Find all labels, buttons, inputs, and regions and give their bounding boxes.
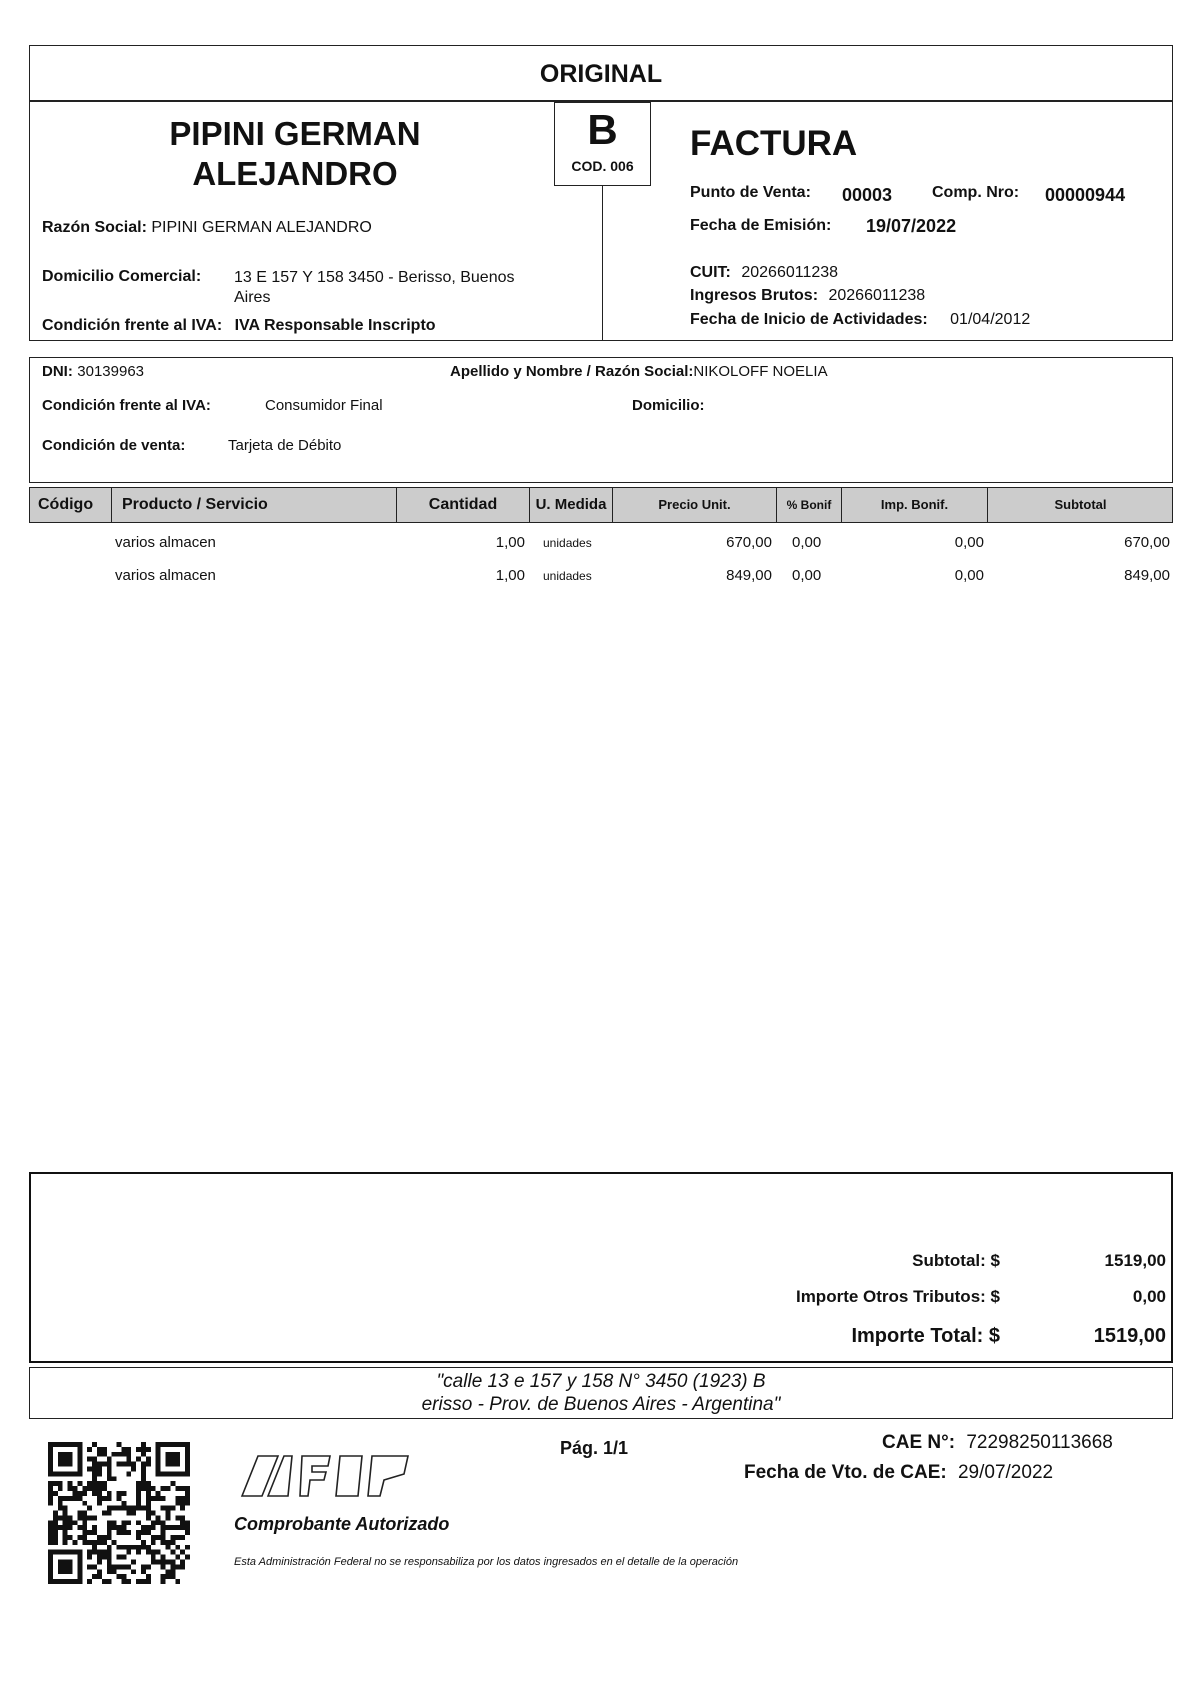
header-divider bbox=[602, 185, 603, 341]
issuer-address-line1: 13 E 157 Y 158 3450 - Berisso, Buenos bbox=[234, 269, 515, 286]
cuit-label: CUIT: bbox=[690, 264, 731, 281]
row-bonif-imp: 0,00 bbox=[954, 567, 984, 584]
cae-vto-row bbox=[744, 1462, 1053, 1484]
disclaimer: Esta Administración Federal no se responsabiliza por los datos ingresados en el detalle de la operación bbox=[234, 1556, 739, 1568]
customer-address-label: Domicilio: bbox=[632, 397, 705, 414]
col-cantidad: Cantidad bbox=[397, 487, 530, 523]
iva-condition-label: Condición frente al IVA: bbox=[42, 317, 223, 334]
cae-row bbox=[882, 1432, 1113, 1454]
iva-condition-value: IVA Responsable Inscripto bbox=[234, 317, 436, 334]
row-unidad: unidades bbox=[543, 569, 592, 583]
row-bonif-pct: 0,00 bbox=[792, 567, 822, 584]
ingresos-brutos-row bbox=[690, 287, 925, 305]
issuer-address-label: Domicilio Comercial: bbox=[42, 268, 202, 285]
customer-name bbox=[450, 363, 828, 381]
sale-condition-value: Tarjeta de Débito bbox=[228, 437, 342, 454]
comp-nro-label: Comp. Nro: bbox=[932, 184, 1020, 201]
issuer-name bbox=[110, 114, 480, 194]
ingresos-brutos-label: Ingresos Brutos: bbox=[690, 287, 819, 304]
issuer-iva-condition bbox=[42, 317, 436, 335]
customer-iva-label: Condición frente al IVA: bbox=[42, 397, 211, 414]
subtotal-value: 1519,00 bbox=[1104, 1251, 1166, 1270]
row-unidad: unidades bbox=[543, 536, 592, 550]
total-value: 1519,00 bbox=[1093, 1325, 1166, 1347]
col-bonif-pct: % Bonif bbox=[777, 487, 842, 523]
row-producto: varios almacen bbox=[115, 567, 216, 584]
address-note bbox=[29, 1370, 1173, 1416]
dni-label: DNI: bbox=[42, 363, 73, 380]
fecha-inicio-value: 01/04/2012 bbox=[950, 311, 1031, 328]
issuer-address bbox=[234, 268, 564, 308]
dni-value: 30139963 bbox=[77, 363, 145, 380]
row-cantidad: 1,00 bbox=[495, 534, 525, 551]
comp-nro-value: 00000944 bbox=[1045, 185, 1126, 205]
fecha-emision-label: Fecha de Emisión: bbox=[690, 217, 832, 234]
row-subtotal: 670,00 bbox=[1124, 534, 1170, 551]
row-subtotal: 849,00 bbox=[1124, 567, 1170, 584]
cuit-value: 20266011238 bbox=[741, 264, 839, 281]
customer-name-value: NIKOLOFF NOELIA bbox=[693, 363, 828, 380]
punto-venta-label: Punto de Venta: bbox=[690, 184, 811, 201]
cae-value: 72298250113668 bbox=[966, 1432, 1113, 1453]
row-producto: varios almacen bbox=[115, 534, 216, 551]
address-note-divider bbox=[29, 1418, 1173, 1419]
col-bonif-imp: Imp. Bonif. bbox=[842, 487, 988, 523]
qr-code-icon bbox=[48, 1442, 190, 1584]
invoice-type: FACTURA bbox=[690, 124, 858, 163]
otros-tributos-value: 0,00 bbox=[1132, 1287, 1166, 1306]
invoice-code: COD. 006 bbox=[571, 158, 634, 174]
row-cantidad: 1,00 bbox=[495, 567, 525, 584]
address-note-line1: "calle 13 e 157 y 158 N° 3450 (1923) B bbox=[436, 1371, 766, 1392]
col-producto: Producto / Servicio bbox=[112, 487, 397, 523]
punto-venta-value: 00003 bbox=[842, 185, 893, 205]
issuer-razon-social bbox=[42, 219, 372, 237]
row-precio: 849,00 bbox=[726, 567, 772, 584]
col-subtotal: Subtotal bbox=[1054, 497, 1107, 512]
cae-label: CAE N°: bbox=[882, 1432, 956, 1453]
sale-condition-label: Condición de venta: bbox=[42, 437, 186, 454]
cae-vto-label: Fecha de Vto. de CAE: bbox=[744, 1462, 947, 1483]
row-bonif-imp: 0,00 bbox=[954, 534, 984, 551]
fecha-inicio-row bbox=[690, 311, 1030, 329]
col-precio: Precio Unit. bbox=[613, 487, 777, 523]
razon-social-value: PIPINI GERMAN ALEJANDRO bbox=[151, 219, 372, 236]
comprobante-autorizado: Comprobante Autorizado bbox=[234, 1514, 450, 1534]
fecha-inicio-label: Fecha de Inicio de Actividades: bbox=[690, 311, 928, 328]
copy-label: ORIGINAL bbox=[539, 60, 663, 88]
subtotal-label: Subtotal: $ bbox=[912, 1251, 1000, 1270]
ingresos-brutos-value: 20266011238 bbox=[828, 287, 926, 304]
row-precio: 670,00 bbox=[726, 534, 772, 551]
otros-tributos-label: Importe Otros Tributos: $ bbox=[795, 1287, 1000, 1306]
afip-logo-text: AFIP bbox=[238, 1450, 241, 1451]
customer-iva-value: Consumidor Final bbox=[265, 397, 383, 414]
issuer-name-line2: ALEJANDRO bbox=[192, 155, 398, 192]
issuer-name-line1: PIPINI GERMAN bbox=[169, 115, 421, 152]
cae-vto-value: 29/07/2022 bbox=[957, 1462, 1054, 1483]
address-note-line2: erisso - Prov. de Buenos Aires - Argentina" bbox=[421, 1394, 781, 1415]
col-unidad: U. Medida bbox=[530, 487, 613, 523]
cuit-row bbox=[690, 264, 838, 282]
customer-name-label: Apellido y Nombre / Razón Social: bbox=[450, 363, 694, 380]
razon-social-label: Razón Social: bbox=[42, 219, 147, 236]
row-bonif-pct: 0,00 bbox=[792, 534, 822, 551]
invoice-letter: B bbox=[587, 106, 618, 153]
customer-dni bbox=[42, 363, 144, 381]
page-number: Pág. 1/1 bbox=[560, 1438, 629, 1458]
total-label: Importe Total: $ bbox=[851, 1325, 1000, 1347]
col-codigo: Código bbox=[29, 487, 112, 523]
issuer-address-line2: Aires bbox=[234, 289, 271, 306]
fecha-emision-value: 19/07/2022 bbox=[866, 216, 957, 236]
afip-logo-icon bbox=[238, 1450, 413, 1500]
